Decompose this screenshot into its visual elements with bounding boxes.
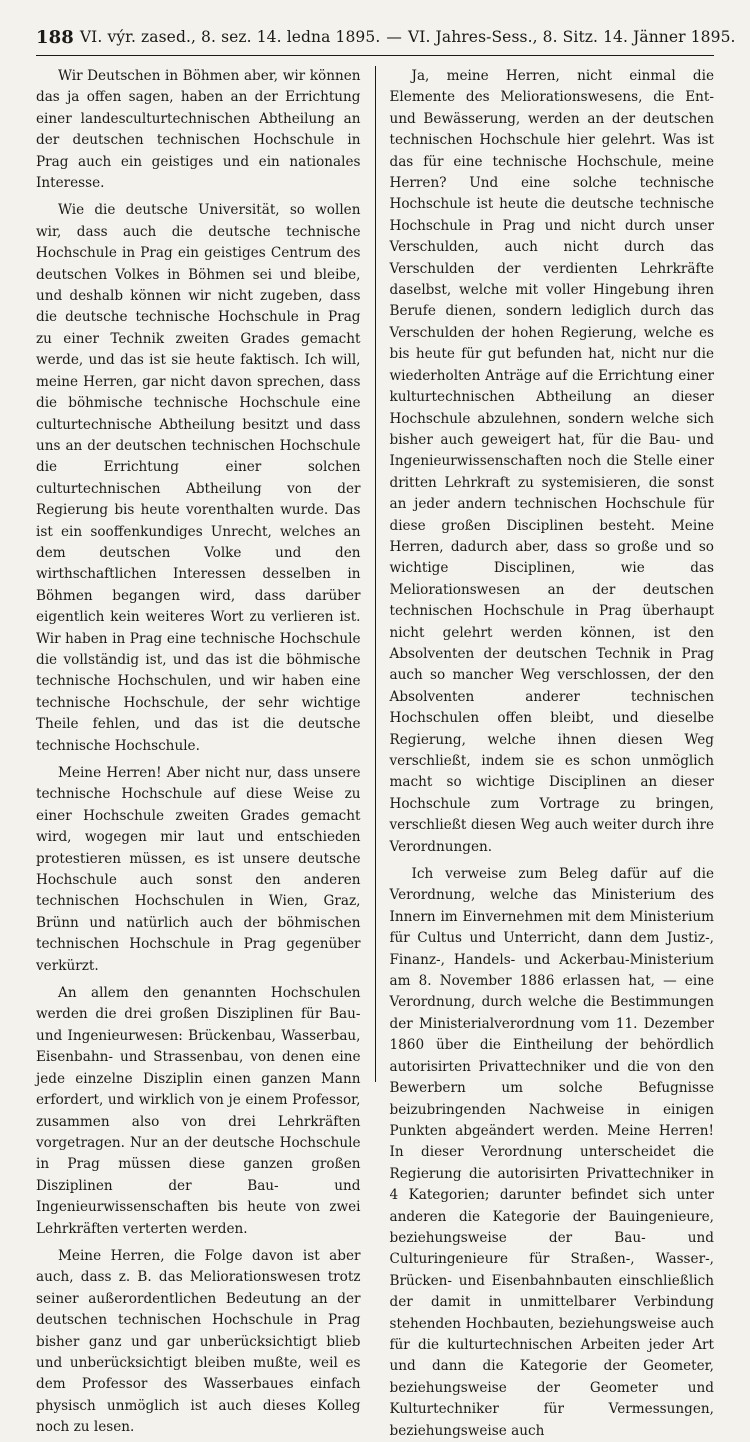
header-rule [36,55,714,56]
right-column [380,66,715,1439]
header-german-session: VI. Jahres-Sess., 8. Sitz. 14. Jänner 1895. [407,28,736,46]
paragraph: An allem den genannten Hochschulen werden die drei großen Disziplinen für Bau- und Ingenieurwesen: Brückenbau, Wasserbau, Eisenbahn- und Strassenbau, von denen eine jede einzelne Disziplin einen ganzen Mann erfordert, und wirklich von je einem Professor, zusammen also von drei Lehrkräften vorgetragen. Nur an der deutsche Hochschule in Prag müssen diese ganzen großen Disziplinen der Bau- und Ingenieurwissenschaften bis heute von zwei Lehrkräften verterten werden. [36,985,361,1237]
paragraph: Wir Deutschen in Böhmen aber, wir können das ja offen sagen, haben an der Errichtung einer landesculturtechnischen Abtheilung an der deutschen technischen Hochschule in Prag auch ein geistiges und ein nationales Interesse. [36,68,361,192]
paragraph: Meine Herren, die Folge davon ist aber auch, dass z. B. das Meliorationswesen trotz seiner außerordentlichen Bedeutung an der deutschen technischen Hochschule in Prag bisher ganz und gar unberücksichtigt blieb und unberücksichtigt bleiben mußte, weil es dem Professor des Wasserbaues einfach physisch unmöglich ist auch dieses Kolleg noch zu lesen. [36,1247,361,1436]
column-divider [375,66,376,1082]
page-number: 188 [36,26,74,48]
paragraph: Ich verweise zum Beleg dafür auf die Verordnung, welche das Ministerium des Innern im Einvernehmen mit dem Ministerium für Cultus und Unterricht, dann dem Justiz-, Finanz-, Handels- und Ackerbau-Ministerium am 8. November 1886 erlassen hat, — eine Verordnung, durch welche die Bestimmungen der Ministerialverordnung vom 11. Dezember 1860 über die Eintheilung der behördlich autorisirten Privattechniker und die von den Bewerbern um solche Befugnisse beizubringenden Nachweise in einigen Punkten abgeändert werden. Meine Herren! In dieser Verordnung unterscheidet die Regierung die autorisirten Privattechniker in 4 Kategorien; darunter befindet sich unter anderen die Kategorie der Bauingenieure, beziehungsweise der Bau- und Culturingenieure für Straßen-, Wasser-, Brücken- und Eisenbahnbauten einschließlich der damit in unmittelbarer Verbindung stehenden Hochbauten, beziehungsweise auch für die kulturtechnischen Arbeiten jeder Art und dann die Kategorie der Geometer, beziehungsweise der Geometer und Kulturtechniker für Vermessungen, beziehungsweise auch [389,866,714,1439]
paragraph: Wie die deutsche Universität, so wollen wir, dass auch die deutsche technische Hochschule in Prag ein geistiges Centrum des deutschen Volkes in Böhmen sei und bleibe, und deshalb können wir nicht zugeben, dass die deutsche technische Hochschule in Prag zu einer Technik zweiten Grades gemacht werde, und das ist sie heute faktisch. Ich will, meine Herren, gar nicht davon sprechen, dass die böhmische technische Hochschule eine culturtechnische Abtheilung besitzt und dass uns an der deutschen technischen Hochschule die Errichtung einer solchen culturtechnischen Abtheilung von der Regierung bis heute vorenthalten wurde. Das ist ein sooffenkundiges Unrecht, welches an dem deutschen Volke und den wirthschaftlichen Interessen desselben in Böhmen begangen wird, dass darüber eigentlich kein weiteres Wort zu verlieren ist. Wir haben in Prag eine technische Hochschule die vollständig ist, und das ist die böhmische technische Hochschulen, und wir haben eine technische Hochschule, der sehr wichtige Theile fehlen, und das ist die deutsche technische Hochschule. [36,202,361,754]
header-czech-session: VI. výr. zased., 8. sez. 14. ledna 1895. [79,28,381,46]
paragraph: Meine Herren! Aber nicht nur, dass unsere technische Hochschule auf diese Weise zu einer Hochschule zweiten Grades gemacht wird, wogegen mir laut und entschieden protestieren müssen, es ist unsere deutsche Hochschule auch sonst den anderen technischen Hochschulen in Wien, Graz, Brünn und natürlich auch der böhmischen technischen Hochschule in Prag gegenüber verkürzt. [36,765,361,974]
paragraph: Ja, meine Herren, nicht einmal die Elemente des Meliorationswesens, die Ent- und Bewässerung, werden an der deutschen technischen Hochschule hier gelehrt. Was ist das für eine technische Hochschule, meine Herren? Und eine solche technische Hochschule ist heute die deutsche technische Hochschule in Prag und nicht durch unser Verschulden, auch nicht durch das Verschulden der verdienten Lehrkräfte daselbst, welche mit voller Hingebung ihren Berufe dienen, sondern lediglich durch das Verschulden der hohen Regierung, welche es bis heute für gut befunden hat, nicht nur die wiederholten Anträge auf die Errichtung einer kulturtechnischen Abtheilung an dieser Hochschule abzulehnen, sondern welche sich bisher auch geweigert hat, für die Bau- und Ingenieurwissenschaften noch die Stelle einer dritten Lehrkraft zu systemisieren, die sonst an jeder andern technischen Hochschule für diese großen Disciplinen besteht. Meine Herren, dadurch aber, dass so große und so wichtige Disciplinen, wie das Meliorationswesen an der deutschen technischen Hochschule in Prag überhaupt nicht gelehrt werden können, ist den Absolventen der deutschen Technik in Prag auch so mancher Weg verschlossen, der den Absolventen anderer technischen Hochschulen offen bleibt, und dieselbe Regierung, welche ihnen diesen Weg verschließt, indem sie es schon unmöglich macht so wichtige Disciplinen an dieser Hochschule zum Vortrage zu bringen, verschließt diesen Weg auch weiter durch ihre Verordnungen. [389,68,714,855]
text-columns [36,66,714,1439]
page-header [36,22,736,52]
header-separator: — [386,28,402,46]
left-column [36,66,371,1436]
